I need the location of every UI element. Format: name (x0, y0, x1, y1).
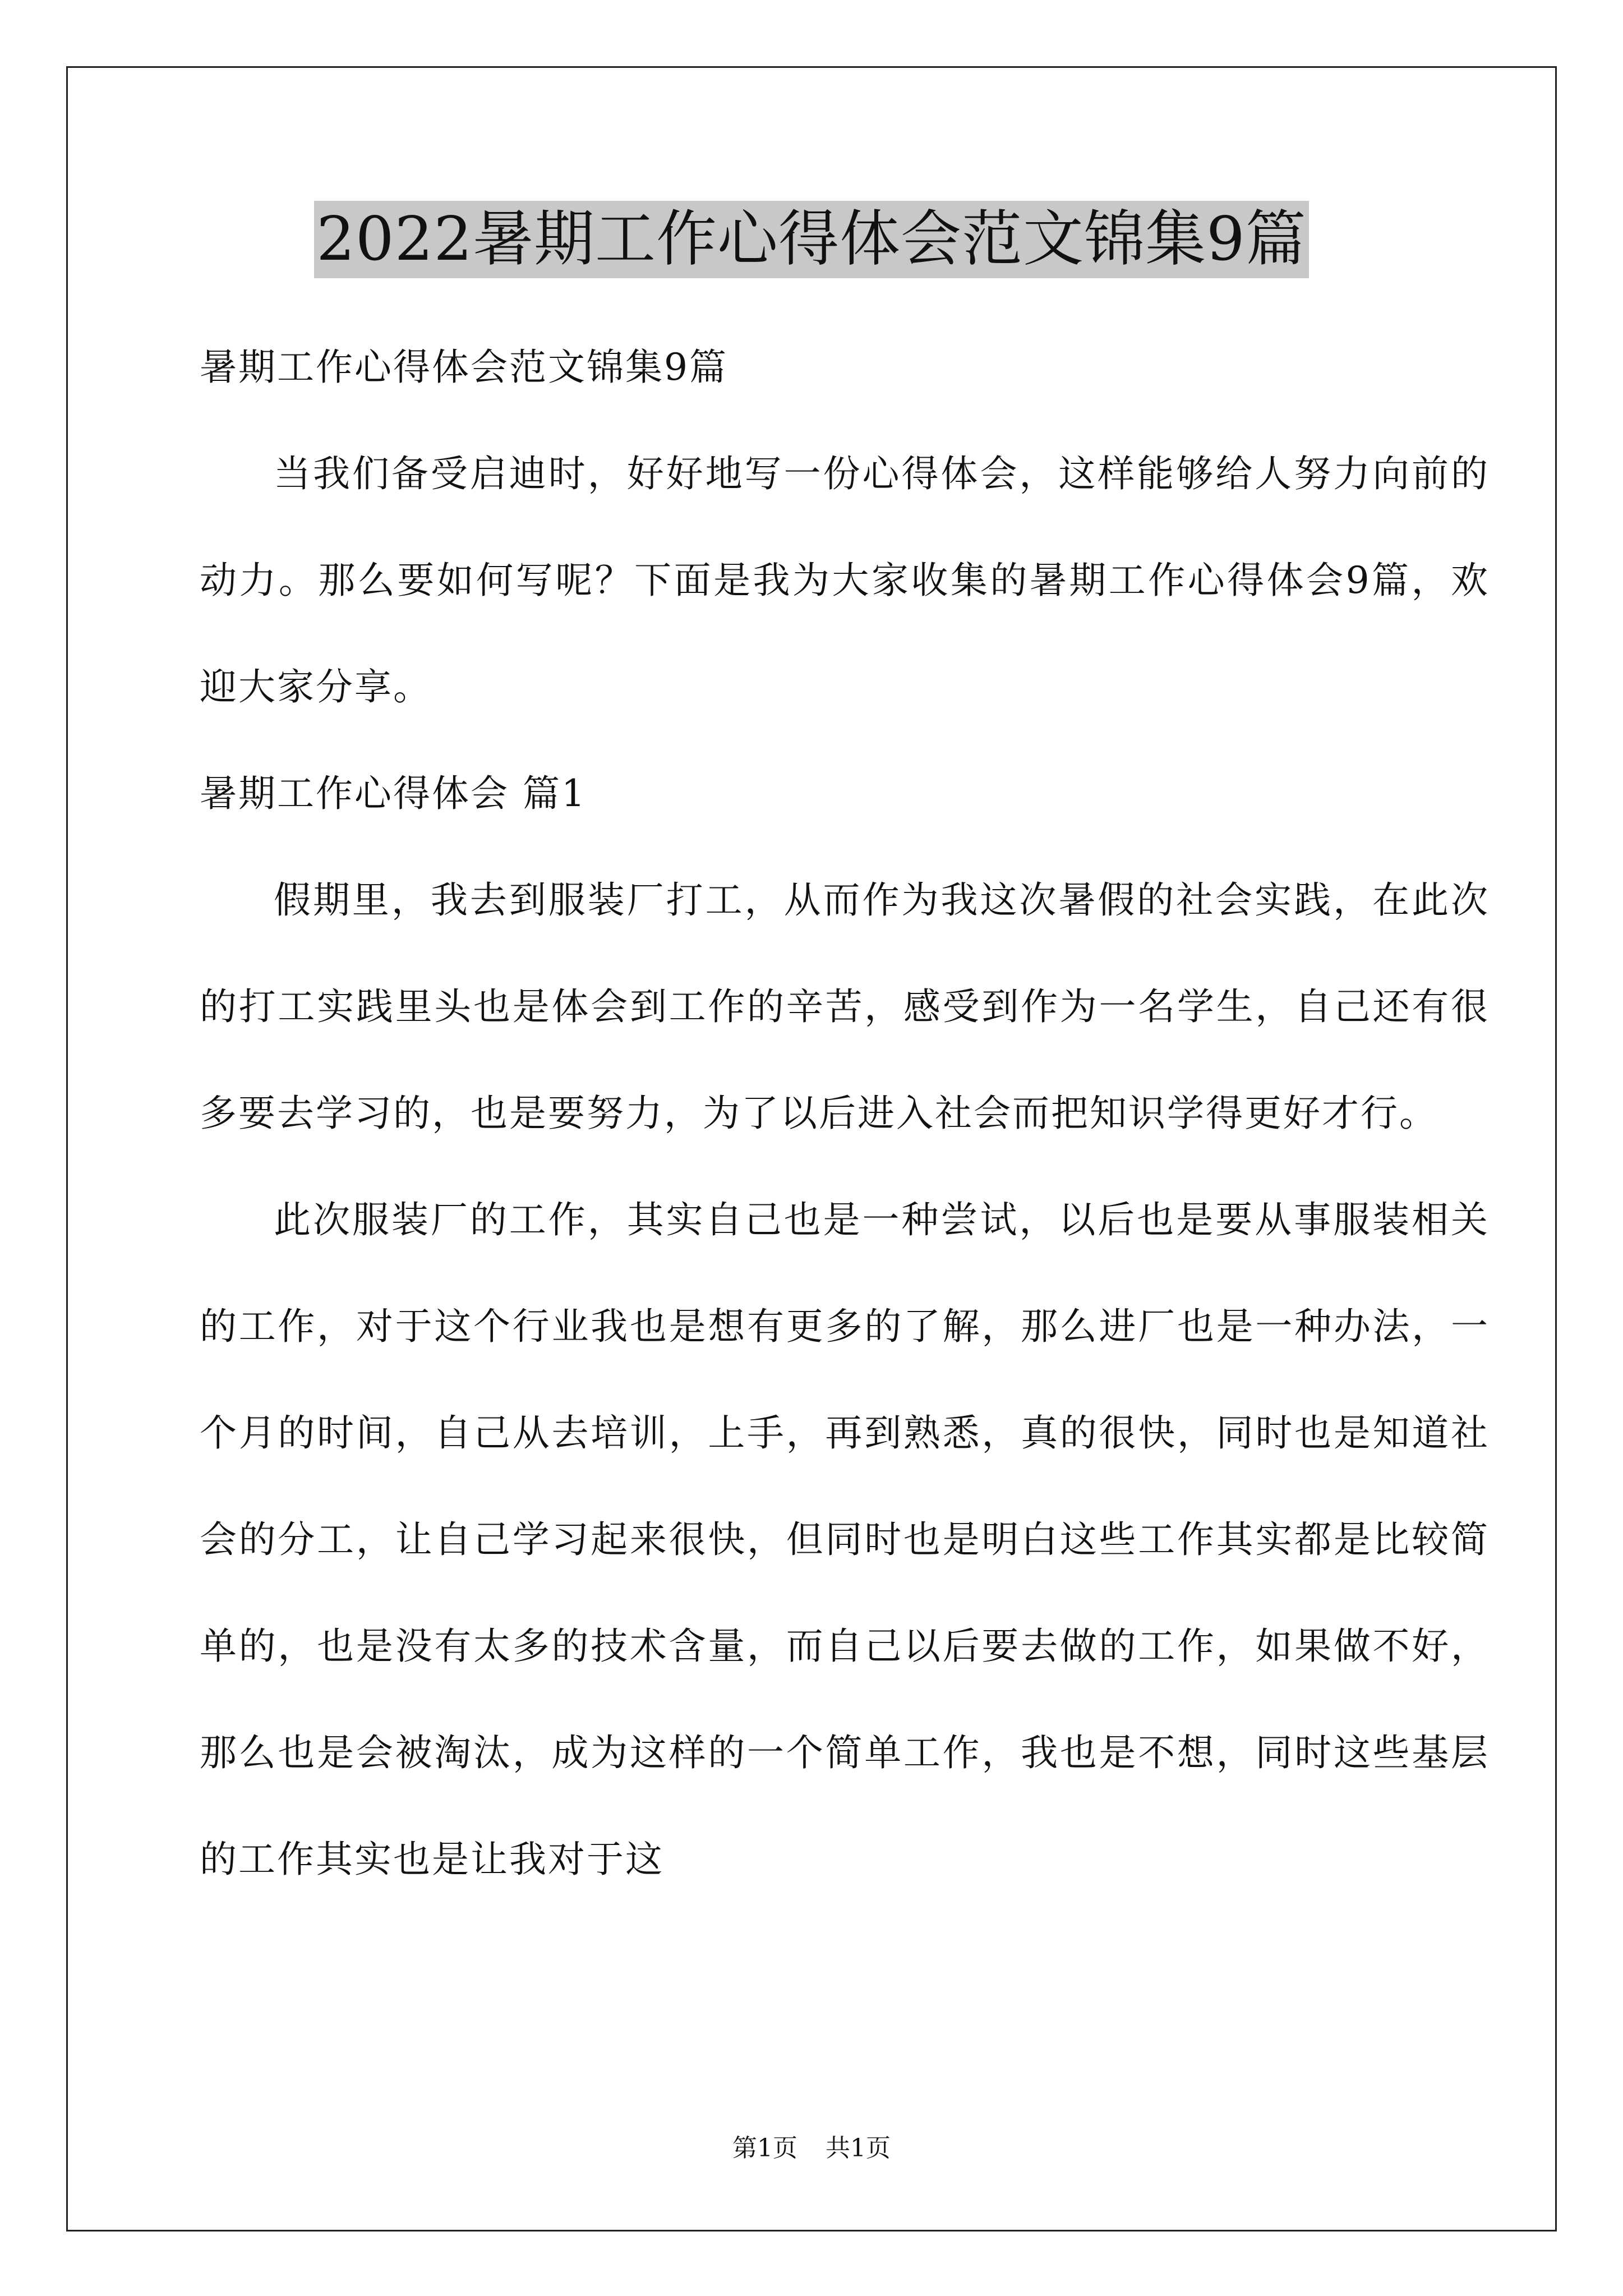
document-body (200, 314, 1490, 1913)
page-total: 共1页 (826, 2134, 891, 2162)
body-paragraph-1-text: 假期里，我去到服装厂打工，从而作为我这次暑假的社会实践，在此次的打工实践里头也是体会到工作的辛苦，感受到作为一名学生，自己还有很多要去学习的，也是要努力，为了以后进入社会而把知识学得更好才行。 (200, 878, 1490, 1135)
page-number: 第1页 (732, 2134, 797, 2162)
body-paragraph-2 (200, 1167, 1490, 1913)
intro-text: 当我们备受启迪时，好好地写一份心得体会，这样能够给人努力向前的动力。那么要如何写呢？下面是我为大家收集的暑期工作心得体会9篇，欢迎大家分享。 (200, 452, 1490, 708)
title-wrap (0, 201, 1623, 278)
intro-paragraph (200, 421, 1490, 740)
document-subtitle: 暑期工作心得体会范文锦集9篇 (200, 346, 728, 389)
section-heading: 暑期工作心得体会 篇1 (200, 772, 587, 815)
body-paragraph-2-text: 此次服装厂的工作，其实自己也是一种尝试，以后也是要从事服装相关的工作，对于这个行业我也是想有更多的了解，那么进厂也是一种办法，一个月的时间，自己从去培训，上手，再到熟悉，真的很快，同时也是知道社会的分工，让自己学习起来很快，但同时也是明白这些工作其实都是比较简单的，也是没有太多的技术含量，而自己以后要去做的工作，如果做不好，那么也是会被淘汰，成为这样的一个简单工作，我也是不想，同时这些基层的工作其实也是让我对于这 (200, 1198, 1490, 1881)
page-footer (0, 2132, 1623, 2165)
document-title: 2022暑期工作心得体会范文锦集9篇 (314, 201, 1309, 278)
body-paragraph-1 (200, 847, 1490, 1167)
